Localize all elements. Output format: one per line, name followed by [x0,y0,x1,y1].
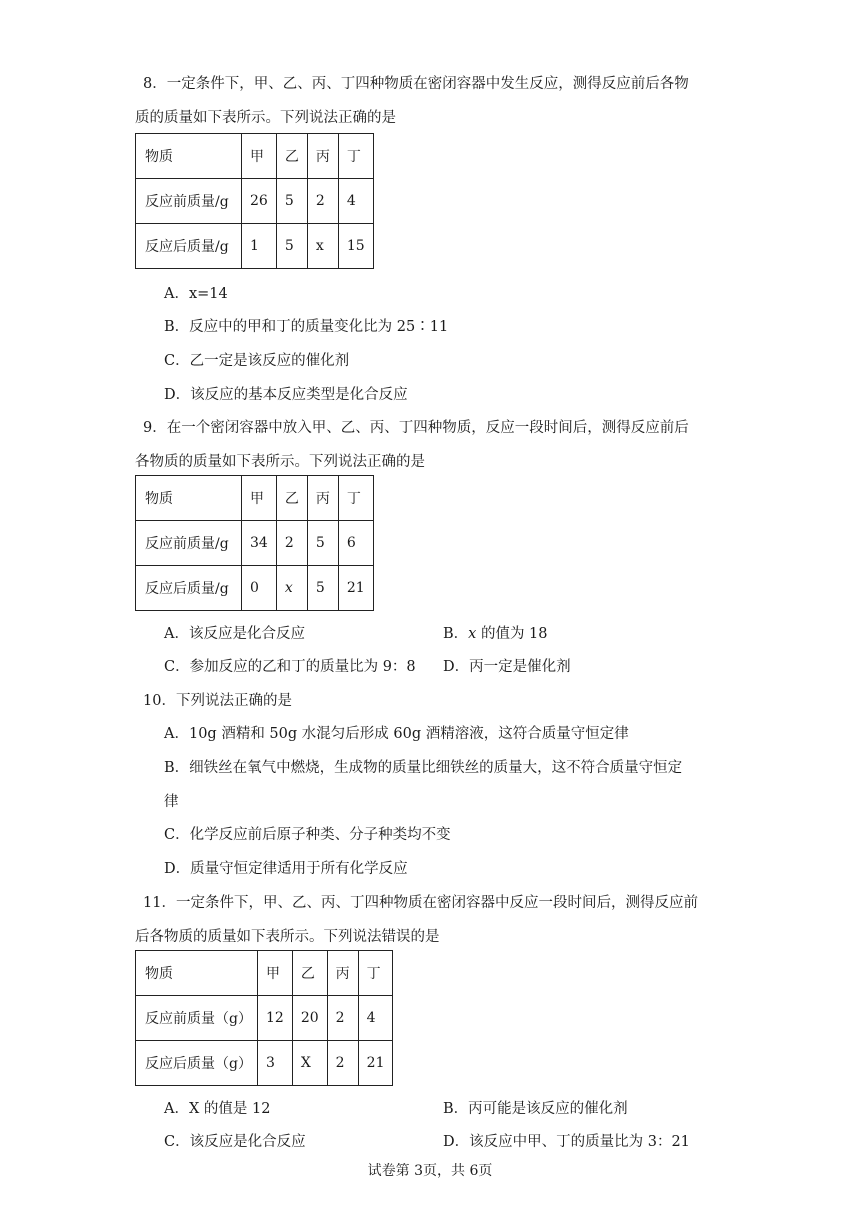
table-cell: 丙 [327,951,358,996]
q10-option-b[interactable]: B．细铁丝在氧气中燃烧，生成物的质量比细铁丝的质量大，这不符合质量守恒定 [164,760,683,776]
table-cell: 5 [276,179,307,224]
table-cell: 1 [242,224,277,269]
table-row [136,521,374,566]
table-cell: 甲 [258,951,293,996]
q8-table [135,133,374,269]
table-cell: 物质 [136,476,242,521]
q9-option-b-prefix: B． [443,626,469,642]
q11-stem-line2: 后各物质的质量如下表所示。下列说法错误的是 [135,929,440,945]
table-cell: 5 [307,566,338,611]
q9-table [135,475,374,611]
table-cell: 丙 [307,134,338,179]
table-row [136,996,393,1041]
table-row [136,566,374,611]
table-cell: 2 [327,996,358,1041]
table-cell: 物质 [136,134,242,179]
table-cell: 2 [276,521,307,566]
table-cell: 反应后质量/g [136,224,242,269]
table-cell: 6 [338,521,373,566]
table-cell: 丁 [338,476,373,521]
table-cell: 反应后质量（g） [136,1041,258,1086]
table-cell: 丙 [307,476,338,521]
table-cell: 5 [307,521,338,566]
q10-option-c[interactable]: C．化学反应前后原子种类、分子种类均不变 [164,827,451,843]
table-row [136,224,374,269]
table-cell: 0 [242,566,277,611]
table-cell: 4 [338,179,373,224]
q8-option-b[interactable]: B．反应中的甲和丁的质量变化比为 25∶11 [164,319,449,335]
q9-option-b-var: x [468,626,477,642]
q9-option-a[interactable]: A．该反应是化合反应 [164,626,305,642]
q10-option-b-cont: 律 [164,794,179,810]
q8-option-c[interactable]: C．乙一定是该反应的催化剂 [164,353,350,369]
table-cell: 34 [242,521,277,566]
table-cell: 甲 [242,476,277,521]
table-cell: 反应前质量/g [136,179,242,224]
page-footer: 试卷第 3页，共 6页 [367,1163,493,1179]
table-row [136,951,393,996]
q11-table [135,950,393,1086]
q9-option-c[interactable]: C．参加反应的乙和丁的质量比为 9：8 [164,659,416,675]
q10-option-a[interactable]: A．10g 酒精和 50g 水混匀后形成 60g 酒精溶液，这符合质量守恒定律 [164,726,629,742]
table-cell: x [276,566,307,611]
q9-option-d[interactable]: D．丙一定是催化剂 [443,659,571,675]
q8-stem-line2: 质的质量如下表所示。下列说法正确的是 [135,110,396,126]
table-cell: 乙 [276,476,307,521]
table-cell: 21 [338,566,373,611]
table-row [136,179,374,224]
table-cell: 丁 [338,134,373,179]
table-cell: 15 [338,224,373,269]
table-cell: 2 [307,179,338,224]
q11-option-d[interactable]: D．该反应中甲、丁的质量比为 3：21 [443,1134,690,1150]
q8-option-a[interactable]: A．x=14 [164,286,228,302]
q9-stem-line2: 各物质的质量如下表所示。下列说法正确的是 [135,454,425,470]
q11-option-b[interactable]: B．丙可能是该反应的催化剂 [443,1101,628,1117]
table-cell: 26 [242,179,277,224]
q9-option-b-suffix: 的值为 18 [476,626,548,642]
table-cell: 乙 [276,134,307,179]
q11-option-a[interactable]: A．X 的值是 12 [164,1101,271,1117]
q10-option-d[interactable]: D．质量守恒定律适用于所有化学反应 [164,861,408,877]
q10-stem: 10．下列说法正确的是 [143,693,292,709]
table-row [136,476,374,521]
q11-option-c[interactable]: C．该反应是化合反应 [164,1134,306,1150]
q9-option-b[interactable] [443,622,548,643]
q8-stem-line1: 8．一定条件下，甲、乙、丙、丁四种物质在密闭容器中发生反应，测得反应前后各物 [143,76,689,92]
table-row [136,1041,393,1086]
table-cell: 物质 [136,951,258,996]
table-cell: 反应前质量（g） [136,996,258,1041]
table-cell: 3 [258,1041,293,1086]
table-cell: 20 [292,996,327,1041]
q8-option-d[interactable]: D．该反应的基本反应类型是化合反应 [164,387,408,403]
table-row [136,134,374,179]
table-cell: 12 [258,996,293,1041]
table-cell: 4 [358,996,393,1041]
table-cell: 乙 [292,951,327,996]
table-cell: X [292,1041,327,1086]
table-cell: 5 [276,224,307,269]
table-cell: 2 [327,1041,358,1086]
table-cell: 反应后质量/g [136,566,242,611]
q9-stem-line1: 9．在一个密闭容器中放入甲、乙、丙、丁四种物质，反应一段时间后，测得反应前后 [143,420,689,436]
table-cell: 丁 [358,951,393,996]
table-cell: x [307,224,338,269]
table-cell: 反应前质量/g [136,521,242,566]
table-cell: 21 [358,1041,393,1086]
q11-stem-line1: 11．一定条件下，甲、乙、丙、丁四种物质在密闭容器中反应一段时间后，测得反应前 [143,895,698,911]
table-cell: 甲 [242,134,277,179]
